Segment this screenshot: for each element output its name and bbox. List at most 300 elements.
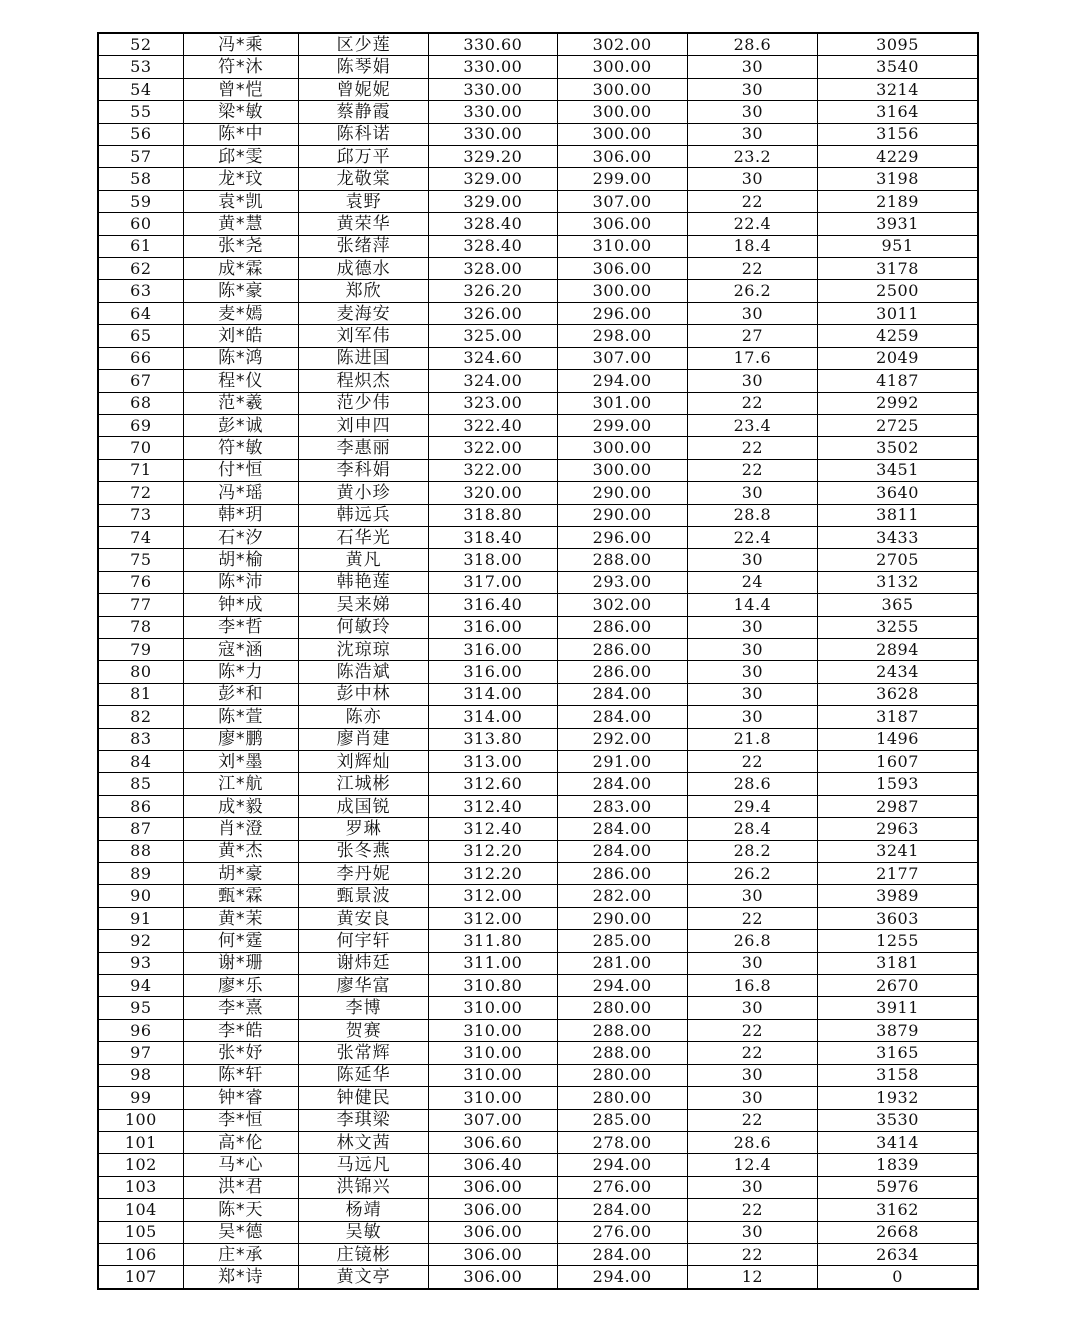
cell-student-name: 庄*承 [183, 1243, 298, 1265]
cell-total-score: 312.20 [429, 863, 557, 885]
table-row [98, 101, 978, 123]
cell-base-score: 307.00 [557, 190, 687, 212]
cell-parent-name: 黄荣华 [298, 213, 428, 235]
cell-bonus-score: 22 [687, 459, 817, 481]
cell-student-name: 胡*豪 [183, 863, 298, 885]
cell-ranking-value: 1496 [818, 728, 978, 750]
cell-bonus-score: 26.2 [687, 280, 817, 302]
cell-student-name: 谢*珊 [183, 952, 298, 974]
cell-bonus-score: 30 [687, 952, 817, 974]
cell-base-score: 291.00 [557, 751, 687, 773]
cell-student-name: 吴*德 [183, 1221, 298, 1243]
cell-total-score: 320.00 [429, 482, 557, 504]
cell-total-score: 330.00 [429, 78, 557, 100]
table-row [98, 392, 978, 414]
cell-total-score: 328.40 [429, 235, 557, 257]
cell-student-name: 李*熹 [183, 997, 298, 1019]
cell-bonus-score: 22 [687, 258, 817, 280]
cell-row-number: 86 [98, 795, 183, 817]
cell-bonus-score: 30 [687, 168, 817, 190]
cell-student-name: 寇*涵 [183, 638, 298, 660]
cell-student-name: 冯*乘 [183, 33, 298, 56]
table-row [98, 997, 978, 1019]
cell-row-number: 63 [98, 280, 183, 302]
cell-row-number: 69 [98, 414, 183, 436]
table-row [98, 1131, 978, 1153]
cell-student-name: 陈*力 [183, 661, 298, 683]
cell-bonus-score: 22 [687, 190, 817, 212]
cell-parent-name: 吴敏 [298, 1221, 428, 1243]
cell-parent-name: 甄景波 [298, 885, 428, 907]
cell-parent-name: 江城彬 [298, 773, 428, 795]
cell-bonus-score: 30 [687, 1221, 817, 1243]
table-row [98, 325, 978, 347]
cell-student-name: 李*皓 [183, 1019, 298, 1041]
cell-parent-name: 李惠丽 [298, 437, 428, 459]
cell-bonus-score: 28.4 [687, 818, 817, 840]
cell-base-score: 300.00 [557, 56, 687, 78]
cell-bonus-score: 23.2 [687, 146, 817, 168]
cell-base-score: 288.00 [557, 1019, 687, 1041]
cell-bonus-score: 30 [687, 706, 817, 728]
cell-ranking-value: 1839 [818, 1154, 978, 1176]
cell-row-number: 76 [98, 571, 183, 593]
cell-row-number: 92 [98, 930, 183, 952]
cell-student-name: 麦*嫣 [183, 302, 298, 324]
cell-ranking-value: 3095 [818, 33, 978, 56]
cell-base-score: 293.00 [557, 571, 687, 593]
cell-row-number: 84 [98, 751, 183, 773]
cell-bonus-score: 29.4 [687, 795, 817, 817]
cell-row-number: 101 [98, 1131, 183, 1153]
cell-student-name: 廖*乐 [183, 975, 298, 997]
table-row [98, 526, 978, 548]
table-row [98, 190, 978, 212]
cell-base-score: 306.00 [557, 258, 687, 280]
table-row [98, 280, 978, 302]
cell-base-score: 284.00 [557, 1199, 687, 1221]
cell-bonus-score: 30 [687, 56, 817, 78]
cell-parent-name: 程炽杰 [298, 370, 428, 392]
cell-ranking-value: 3414 [818, 1131, 978, 1153]
cell-ranking-value: 4259 [818, 325, 978, 347]
cell-row-number: 74 [98, 526, 183, 548]
cell-ranking-value: 3811 [818, 504, 978, 526]
cell-base-score: 310.00 [557, 235, 687, 257]
cell-ranking-value: 2670 [818, 975, 978, 997]
cell-parent-name: 陈琴娟 [298, 56, 428, 78]
cell-parent-name: 邱万平 [298, 146, 428, 168]
cell-bonus-score: 30 [687, 302, 817, 324]
cell-base-score: 284.00 [557, 1243, 687, 1265]
cell-total-score: 326.20 [429, 280, 557, 302]
cell-student-name: 江*航 [183, 773, 298, 795]
cell-parent-name: 龙敬棠 [298, 168, 428, 190]
cell-student-name: 刘*皓 [183, 325, 298, 347]
cell-bonus-score: 30 [687, 78, 817, 100]
table-row [98, 795, 978, 817]
cell-base-score: 284.00 [557, 683, 687, 705]
cell-total-score: 329.20 [429, 146, 557, 168]
table-row [98, 213, 978, 235]
cell-student-name: 陈*天 [183, 1199, 298, 1221]
cell-base-score: 306.00 [557, 213, 687, 235]
table-row [98, 1176, 978, 1198]
cell-bonus-score: 22 [687, 907, 817, 929]
cell-base-score: 276.00 [557, 1176, 687, 1198]
table-row [98, 549, 978, 571]
cell-bonus-score: 30 [687, 101, 817, 123]
cell-student-name: 程*仪 [183, 370, 298, 392]
cell-total-score: 328.40 [429, 213, 557, 235]
cell-ranking-value: 2963 [818, 818, 978, 840]
cell-parent-name: 何宇轩 [298, 930, 428, 952]
cell-parent-name: 陈浩斌 [298, 661, 428, 683]
cell-base-score: 300.00 [557, 437, 687, 459]
cell-ranking-value: 1932 [818, 1087, 978, 1109]
cell-parent-name: 黄小珍 [298, 482, 428, 504]
cell-student-name: 钟*成 [183, 594, 298, 616]
cell-base-score: 299.00 [557, 414, 687, 436]
cell-base-score: 285.00 [557, 930, 687, 952]
cell-bonus-score: 22 [687, 751, 817, 773]
cell-parent-name: 陈延华 [298, 1064, 428, 1086]
cell-row-number: 88 [98, 840, 183, 862]
table-row [98, 661, 978, 683]
cell-total-score: 311.00 [429, 952, 557, 974]
cell-base-score: 290.00 [557, 482, 687, 504]
cell-base-score: 284.00 [557, 818, 687, 840]
cell-parent-name: 成国锐 [298, 795, 428, 817]
cell-parent-name: 韩远兵 [298, 504, 428, 526]
cell-parent-name: 郑欣 [298, 280, 428, 302]
cell-base-score: 283.00 [557, 795, 687, 817]
cell-parent-name: 刘军伟 [298, 325, 428, 347]
cell-row-number: 78 [98, 616, 183, 638]
cell-row-number: 102 [98, 1154, 183, 1176]
cell-ranking-value: 3530 [818, 1109, 978, 1131]
cell-ranking-value: 1607 [818, 751, 978, 773]
cell-student-name: 符*沐 [183, 56, 298, 78]
table-row [98, 1243, 978, 1265]
cell-parent-name: 刘辉灿 [298, 751, 428, 773]
cell-row-number: 90 [98, 885, 183, 907]
cell-bonus-score: 30 [687, 1064, 817, 1086]
cell-ranking-value: 3187 [818, 706, 978, 728]
cell-parent-name: 韩艳莲 [298, 571, 428, 593]
cell-total-score: 316.00 [429, 638, 557, 660]
cell-bonus-score: 30 [687, 370, 817, 392]
cell-student-name: 张*妤 [183, 1042, 298, 1064]
table-row [98, 1064, 978, 1086]
cell-bonus-score: 22 [687, 1042, 817, 1064]
cell-row-number: 54 [98, 78, 183, 100]
cell-row-number: 60 [98, 213, 183, 235]
cell-ranking-value: 2668 [818, 1221, 978, 1243]
cell-total-score: 324.60 [429, 347, 557, 369]
cell-row-number: 58 [98, 168, 183, 190]
cell-row-number: 56 [98, 123, 183, 145]
cell-parent-name: 罗琳 [298, 818, 428, 840]
cell-bonus-score: 12 [687, 1266, 817, 1289]
table-row [98, 482, 978, 504]
cell-ranking-value: 2434 [818, 661, 978, 683]
cell-base-score: 278.00 [557, 1131, 687, 1153]
cell-student-name: 黄*慧 [183, 213, 298, 235]
cell-row-number: 70 [98, 437, 183, 459]
cell-bonus-score: 22 [687, 437, 817, 459]
cell-total-score: 306.00 [429, 1243, 557, 1265]
cell-ranking-value: 3132 [818, 571, 978, 593]
cell-row-number: 53 [98, 56, 183, 78]
score-table-body [98, 33, 978, 1289]
cell-parent-name: 张冬燕 [298, 840, 428, 862]
cell-ranking-value: 3214 [818, 78, 978, 100]
cell-total-score: 312.20 [429, 840, 557, 862]
cell-student-name: 陈*轩 [183, 1064, 298, 1086]
cell-row-number: 106 [98, 1243, 183, 1265]
cell-bonus-score: 30 [687, 482, 817, 504]
cell-bonus-score: 30 [687, 885, 817, 907]
cell-row-number: 67 [98, 370, 183, 392]
cell-bonus-score: 23.4 [687, 414, 817, 436]
cell-row-number: 72 [98, 482, 183, 504]
cell-ranking-value: 3178 [818, 258, 978, 280]
cell-bonus-score: 30 [687, 549, 817, 571]
cell-ranking-value: 1255 [818, 930, 978, 952]
cell-total-score: 325.00 [429, 325, 557, 347]
cell-row-number: 66 [98, 347, 183, 369]
cell-total-score: 318.00 [429, 549, 557, 571]
cell-base-score: 288.00 [557, 549, 687, 571]
cell-base-score: 284.00 [557, 840, 687, 862]
cell-total-score: 330.00 [429, 56, 557, 78]
cell-student-name: 刘*墨 [183, 751, 298, 773]
cell-base-score: 307.00 [557, 347, 687, 369]
cell-bonus-score: 28.6 [687, 773, 817, 795]
cell-total-score: 316.00 [429, 616, 557, 638]
cell-student-name: 梁*敏 [183, 101, 298, 123]
cell-student-name: 黄*杰 [183, 840, 298, 862]
cell-ranking-value: 1593 [818, 773, 978, 795]
table-row [98, 616, 978, 638]
cell-base-score: 286.00 [557, 616, 687, 638]
table-row [98, 1199, 978, 1221]
cell-bonus-score: 30 [687, 616, 817, 638]
cell-ranking-value: 3181 [818, 952, 978, 974]
cell-base-score: 281.00 [557, 952, 687, 974]
cell-ranking-value: 2634 [818, 1243, 978, 1265]
cell-ranking-value: 3502 [818, 437, 978, 459]
table-row [98, 78, 978, 100]
cell-row-number: 96 [98, 1019, 183, 1041]
cell-ranking-value: 2725 [818, 414, 978, 436]
cell-student-name: 甄*霖 [183, 885, 298, 907]
cell-parent-name: 张常辉 [298, 1042, 428, 1064]
cell-ranking-value: 2987 [818, 795, 978, 817]
cell-ranking-value: 365 [818, 594, 978, 616]
cell-bonus-score: 30 [687, 123, 817, 145]
cell-bonus-score: 26.8 [687, 930, 817, 952]
cell-ranking-value: 3989 [818, 885, 978, 907]
cell-total-score: 307.00 [429, 1109, 557, 1131]
cell-total-score: 313.00 [429, 751, 557, 773]
cell-base-score: 286.00 [557, 638, 687, 660]
cell-base-score: 300.00 [557, 101, 687, 123]
table-row [98, 123, 978, 145]
cell-total-score: 326.00 [429, 302, 557, 324]
cell-ranking-value: 2049 [818, 347, 978, 369]
cell-row-number: 81 [98, 683, 183, 705]
cell-bonus-score: 24 [687, 571, 817, 593]
table-row [98, 1221, 978, 1243]
cell-ranking-value: 2992 [818, 392, 978, 414]
cell-base-score: 300.00 [557, 78, 687, 100]
cell-student-name: 曾*恺 [183, 78, 298, 100]
cell-ranking-value: 3241 [818, 840, 978, 862]
cell-ranking-value: 3640 [818, 482, 978, 504]
cell-student-name: 洪*君 [183, 1176, 298, 1198]
table-row [98, 459, 978, 481]
cell-parent-name: 李丹妮 [298, 863, 428, 885]
cell-total-score: 312.40 [429, 795, 557, 817]
cell-student-name: 胡*榆 [183, 549, 298, 571]
cell-row-number: 100 [98, 1109, 183, 1131]
cell-base-score: 292.00 [557, 728, 687, 750]
cell-bonus-score: 18.4 [687, 235, 817, 257]
score-table [97, 32, 979, 1290]
cell-parent-name: 李博 [298, 997, 428, 1019]
cell-parent-name: 贺赛 [298, 1019, 428, 1041]
cell-base-score: 300.00 [557, 280, 687, 302]
cell-base-score: 276.00 [557, 1221, 687, 1243]
cell-student-name: 龙*玟 [183, 168, 298, 190]
cell-ranking-value: 3879 [818, 1019, 978, 1041]
cell-student-name: 陈*中 [183, 123, 298, 145]
cell-base-score: 296.00 [557, 526, 687, 548]
cell-total-score: 328.00 [429, 258, 557, 280]
cell-row-number: 65 [98, 325, 183, 347]
cell-base-score: 294.00 [557, 1154, 687, 1176]
cell-row-number: 91 [98, 907, 183, 929]
cell-ranking-value: 4187 [818, 370, 978, 392]
cell-parent-name: 廖肖建 [298, 728, 428, 750]
cell-parent-name: 曾妮妮 [298, 78, 428, 100]
cell-parent-name: 蔡静霞 [298, 101, 428, 123]
cell-student-name: 付*恒 [183, 459, 298, 481]
cell-student-name: 陈*豪 [183, 280, 298, 302]
cell-total-score: 330.00 [429, 101, 557, 123]
cell-parent-name: 马远凡 [298, 1154, 428, 1176]
cell-base-score: 296.00 [557, 302, 687, 324]
cell-total-score: 310.00 [429, 997, 557, 1019]
cell-parent-name: 范少伟 [298, 392, 428, 414]
cell-row-number: 61 [98, 235, 183, 257]
cell-student-name: 成*毅 [183, 795, 298, 817]
cell-parent-name: 廖华富 [298, 975, 428, 997]
cell-parent-name: 黄凡 [298, 549, 428, 571]
cell-total-score: 306.60 [429, 1131, 557, 1153]
cell-base-score: 290.00 [557, 907, 687, 929]
cell-student-name: 廖*鹏 [183, 728, 298, 750]
cell-total-score: 306.40 [429, 1154, 557, 1176]
cell-total-score: 316.00 [429, 661, 557, 683]
cell-ranking-value: 0 [818, 1266, 978, 1289]
cell-total-score: 329.00 [429, 190, 557, 212]
cell-total-score: 318.40 [429, 526, 557, 548]
cell-student-name: 陈*萱 [183, 706, 298, 728]
cell-base-score: 300.00 [557, 123, 687, 145]
cell-row-number: 94 [98, 975, 183, 997]
cell-total-score: 322.40 [429, 414, 557, 436]
cell-total-score: 311.80 [429, 930, 557, 952]
cell-base-score: 286.00 [557, 661, 687, 683]
cell-parent-name: 袁野 [298, 190, 428, 212]
cell-parent-name: 钟健民 [298, 1087, 428, 1109]
cell-row-number: 62 [98, 258, 183, 280]
cell-total-score: 330.60 [429, 33, 557, 56]
cell-total-score: 313.80 [429, 728, 557, 750]
cell-ranking-value: 3165 [818, 1042, 978, 1064]
table-row [98, 437, 978, 459]
table-row [98, 33, 978, 56]
cell-total-score: 314.00 [429, 683, 557, 705]
cell-base-score: 298.00 [557, 325, 687, 347]
cell-row-number: 75 [98, 549, 183, 571]
cell-parent-name: 陈进国 [298, 347, 428, 369]
cell-row-number: 82 [98, 706, 183, 728]
cell-bonus-score: 12.4 [687, 1154, 817, 1176]
cell-row-number: 52 [98, 33, 183, 56]
cell-row-number: 59 [98, 190, 183, 212]
cell-bonus-score: 28.2 [687, 840, 817, 862]
cell-base-score: 302.00 [557, 594, 687, 616]
cell-bonus-score: 22 [687, 1019, 817, 1041]
cell-base-score: 280.00 [557, 1087, 687, 1109]
cell-parent-name: 成德水 [298, 258, 428, 280]
cell-ranking-value: 2894 [818, 638, 978, 660]
table-row [98, 840, 978, 862]
cell-student-name: 冯*瑶 [183, 482, 298, 504]
cell-student-name: 马*心 [183, 1154, 298, 1176]
table-row [98, 56, 978, 78]
cell-base-score: 301.00 [557, 392, 687, 414]
table-row [98, 1109, 978, 1131]
cell-parent-name: 林文茜 [298, 1131, 428, 1153]
cell-ranking-value: 3011 [818, 302, 978, 324]
cell-bonus-score: 27 [687, 325, 817, 347]
cell-base-score: 294.00 [557, 975, 687, 997]
cell-row-number: 107 [98, 1266, 183, 1289]
table-row [98, 683, 978, 705]
table-row [98, 885, 978, 907]
cell-parent-name: 黄文亭 [298, 1266, 428, 1289]
table-row [98, 1019, 978, 1041]
cell-row-number: 83 [98, 728, 183, 750]
cell-base-score: 286.00 [557, 863, 687, 885]
cell-bonus-score: 17.6 [687, 347, 817, 369]
cell-total-score: 329.00 [429, 168, 557, 190]
cell-student-name: 陈*沛 [183, 571, 298, 593]
cell-ranking-value: 2177 [818, 863, 978, 885]
cell-ranking-value: 3931 [818, 213, 978, 235]
cell-parent-name: 沈琼琼 [298, 638, 428, 660]
cell-row-number: 77 [98, 594, 183, 616]
cell-ranking-value: 2500 [818, 280, 978, 302]
cell-parent-name: 陈科诺 [298, 123, 428, 145]
cell-total-score: 306.00 [429, 1199, 557, 1221]
cell-bonus-score: 21.8 [687, 728, 817, 750]
